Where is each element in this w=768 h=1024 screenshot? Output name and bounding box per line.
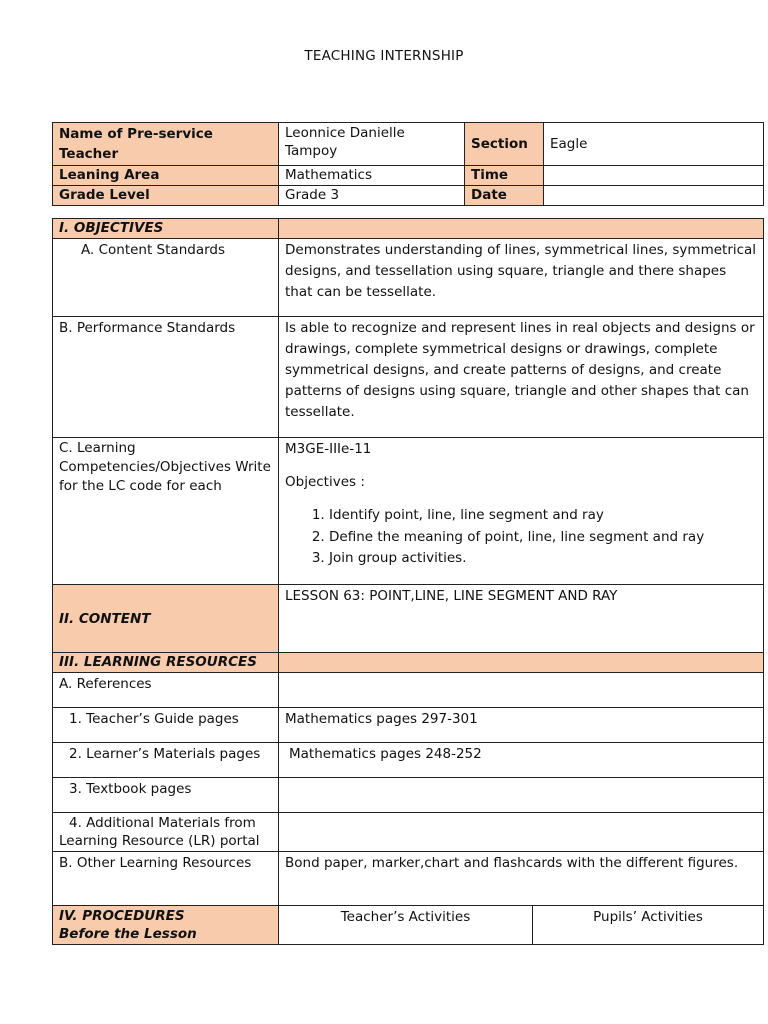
objectives-list: [285, 505, 757, 570]
teachers-guide-value: Mathematics pages 297-301: [279, 708, 764, 743]
additional-materials-label: [53, 813, 279, 852]
date-label: Date: [465, 186, 544, 206]
lesson-plan-table: [52, 218, 764, 945]
area-label: Leaning Area: [53, 166, 279, 186]
procedures-heading: IV. PROCEDURES: [59, 908, 185, 924]
objective-item: 3. Join group activities.: [329, 548, 757, 570]
objectives-label: Objectives :: [285, 474, 365, 490]
other-resources-label: B. Other Learning Resources: [53, 852, 279, 906]
performance-standards-label: B. Performance Standards: [53, 317, 279, 438]
teachers-guide-label: 1. Teacher’s Guide pages: [53, 708, 279, 743]
resources-heading-fill: [279, 653, 764, 673]
additional-materials-text: 4. Additional Materials from Learning Resource (LR) portal: [59, 815, 260, 849]
textbook-label: 3. Textbook pages: [53, 778, 279, 813]
textbook-value: [279, 778, 764, 813]
references-label: A. References: [53, 673, 279, 708]
performance-standards-text: Is able to recognize and represent lines in real objects and designs or drawings, complete symmetrical designs or drawings, complete symmetrical designs, and create patterns of designs, and create patterns of designs using square, triangle and other shapes that can tessellate.: [279, 317, 764, 438]
additional-materials-value: [279, 813, 764, 852]
objective-item: 2. Define the meaning of point, line, line segment and ray: [329, 527, 757, 549]
pupils-activities-header: Pupils’ Activities: [533, 906, 764, 945]
competencies-label: C. Learning Competencies/Objectives Write for the LC code for each: [53, 438, 279, 585]
lesson-title: LESSON 63: POINT,LINE, LINE SEGMENT AND RAY: [279, 585, 764, 653]
competencies-cell: [279, 438, 764, 585]
references-value: [279, 673, 764, 708]
teacher-info-table: [52, 122, 764, 206]
learners-materials-label: 2. Learner’s Materials pages: [53, 743, 279, 778]
procedures-subheading: Before the Lesson: [59, 926, 197, 942]
time-label: Time: [465, 166, 544, 186]
grade-value: Grade 3: [279, 186, 465, 206]
grade-label: Grade Level: [53, 186, 279, 206]
other-resources-value: Bond paper, marker,chart and flashcards with the different figures.: [279, 852, 764, 906]
name-value: Leonnice Danielle Tampoy: [279, 123, 465, 166]
document-title: TEACHING INTERNSHIP: [304, 48, 464, 64]
name-label: Name of Pre-service Teacher: [53, 123, 279, 166]
learners-materials-value: Mathematics pages 248-252: [279, 743, 764, 778]
procedures-heading-cell: [53, 906, 279, 945]
area-value: Mathematics: [279, 166, 465, 186]
time-value: [544, 166, 764, 186]
objectives-heading-fill: [279, 219, 764, 239]
content-heading: II. CONTENT: [53, 585, 279, 653]
date-value: [544, 186, 764, 206]
content-standards-text: Demonstrates understanding of lines, symmetrical lines, symmetrical designs, and tessellation using square, triangle and there shapes that can be tessellate.: [279, 239, 764, 317]
section-value: Eagle: [544, 123, 764, 166]
objective-item: 1. Identify point, line, line segment and ray: [329, 505, 757, 527]
lc-code: M3GE-IIIe-11: [285, 441, 372, 457]
teacher-activities-header: Teacher’s Activities: [279, 906, 533, 945]
section-label: Section: [465, 123, 544, 166]
objectives-heading: I. OBJECTIVES: [53, 219, 279, 239]
resources-heading: III. LEARNING RESOURCES: [53, 653, 279, 673]
content-standards-label: A. Content Standards: [53, 239, 279, 317]
